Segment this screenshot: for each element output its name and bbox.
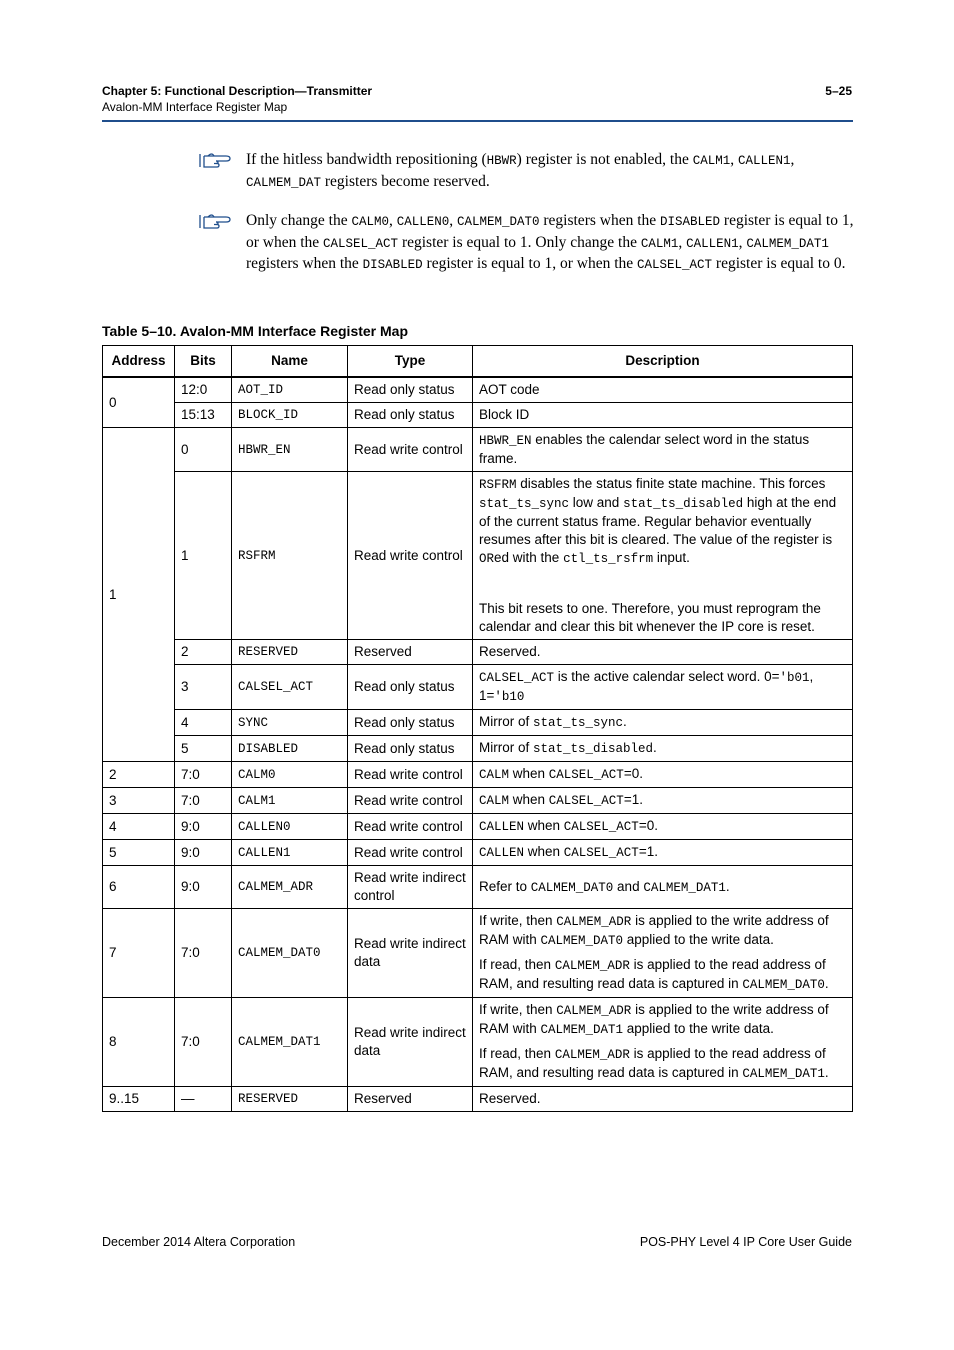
text-run: . <box>725 878 730 894</box>
code-term: CALSEL_ACT <box>563 846 639 860</box>
code-term: 'b01 <box>779 671 810 685</box>
text-run: disables the status finite state machine. This forces <box>516 476 826 491</box>
text-run: =1. <box>638 844 658 859</box>
text-run: , 1= <box>479 669 814 703</box>
code-term: CALLEN1 <box>737 154 791 168</box>
pointing-hand-icon <box>198 211 232 231</box>
description-paragraph <box>479 765 846 784</box>
description-paragraph <box>479 1045 846 1083</box>
section-title: Avalon-MM Interface Register Map <box>102 100 288 114</box>
code-term: CALSEL_ACT <box>563 820 639 834</box>
text-run: register is equal to 1, or when the <box>422 255 638 272</box>
code-term: CALMEM_DAT <box>246 175 322 190</box>
table-row <box>103 840 853 866</box>
code-term: CALMEM_ADR <box>556 915 632 929</box>
code-term: CALM1 <box>640 236 679 251</box>
cell-bits: 4 <box>175 710 232 736</box>
column-header-description: Description <box>473 346 853 378</box>
cell-type: Read only status <box>348 377 473 403</box>
description-paragraph <box>479 475 846 568</box>
cell-type: Read write indirect data <box>348 998 473 1087</box>
code-term: ctl_ts_rsfrm <box>563 552 654 566</box>
column-header-type: Type <box>348 346 473 378</box>
table-row <box>103 403 853 428</box>
text-run: ed with the <box>494 550 564 565</box>
table-header-row <box>103 346 853 378</box>
cell-description <box>473 762 853 788</box>
cell-description <box>473 472 853 640</box>
cell-name: CALM0 <box>232 762 348 788</box>
code-term: stat_ts_sync <box>533 716 624 730</box>
cell-bits: 3 <box>175 665 232 710</box>
cell-name: CALLEN1 <box>232 840 348 866</box>
text-run: when <box>524 844 564 859</box>
note-text <box>246 150 858 193</box>
cell-description <box>473 998 853 1087</box>
cell-address: 9..15 <box>103 1087 175 1112</box>
description-paragraph <box>479 406 846 424</box>
cell-name: AOT_ID <box>232 377 348 403</box>
cell-bits: 7:0 <box>175 998 232 1087</box>
chapter-title: Chapter 5: Functional Description—Transmitter <box>102 84 373 98</box>
cell-description <box>473 428 853 472</box>
text-run: low and <box>569 495 624 510</box>
table-row <box>103 736 853 762</box>
cell-address: 4 <box>103 814 175 840</box>
code-term: 'b10 <box>494 690 525 704</box>
cell-description <box>473 403 853 428</box>
text-run: is applied to the read address of RAM, and resulting read data is captured in <box>479 1046 826 1080</box>
text-run: . <box>824 976 829 991</box>
cell-bits: 2 <box>175 640 232 665</box>
column-header-address: Address <box>103 346 175 378</box>
cell-description <box>473 710 853 736</box>
text-run: and <box>613 878 644 894</box>
text-run: Only change the <box>246 212 352 229</box>
cell-name: SYNC <box>232 710 348 736</box>
text-run: =0. <box>638 818 658 833</box>
cell-name: CALLEN0 <box>232 814 348 840</box>
cell-address: 0 <box>103 377 175 428</box>
table-row <box>103 377 853 403</box>
text-run: . <box>623 714 627 729</box>
code-term: CALMEM_DAT1 <box>742 1067 825 1081</box>
cell-name: DISABLED <box>232 736 348 762</box>
code-term: CALSEL_ACT <box>548 768 624 782</box>
cell-bits: 9:0 <box>175 840 232 866</box>
register-map-table <box>102 345 853 1112</box>
code-term: CALSEL_ACT <box>637 258 713 272</box>
table-body <box>103 377 853 1112</box>
code-term: RSFRM <box>479 478 517 492</box>
cell-description <box>473 377 853 403</box>
code-term: CALLEN1 <box>686 236 739 251</box>
table-row <box>103 998 853 1087</box>
cell-bits: 5 <box>175 736 232 762</box>
cell-bits: — <box>175 1087 232 1112</box>
text-run: Reserved. <box>479 644 541 659</box>
text-run: registers when the <box>246 255 363 272</box>
cell-name: CALMEM_DAT1 <box>232 998 348 1087</box>
cell-description <box>473 665 853 710</box>
text-run: is the active calendar select word. 0= <box>554 669 780 684</box>
description-paragraph <box>479 956 846 994</box>
code-term: CALSEL_ACT <box>323 236 399 251</box>
table-row <box>103 710 853 736</box>
table-row <box>103 866 853 909</box>
code-term: DISABLED <box>362 258 423 272</box>
text-run: high at the end of the current status frame. Regular behavior eventually resumes after this bit is cleared. The value of the register is <box>479 495 837 547</box>
code-term: CALMEM_DAT0 <box>540 934 624 948</box>
cell-description <box>473 736 853 762</box>
code-term: CALMEM_DAT0 <box>742 978 825 992</box>
cell-type: Read write control <box>348 814 473 840</box>
description-paragraph <box>479 843 846 862</box>
text-run: when <box>509 766 549 781</box>
text-run: =0. <box>623 766 643 781</box>
code-term: CALMEM_ADR <box>554 959 630 973</box>
code-term: HBWR_EN <box>479 434 532 448</box>
cell-type: Read only status <box>348 665 473 710</box>
text-run: applied to the write data. <box>623 1021 774 1036</box>
text-run: is applied to the read address of RAM, and resulting read data is captured in <box>479 957 826 991</box>
cell-address: 7 <box>103 909 175 998</box>
header-rule <box>102 120 853 122</box>
cell-name: HBWR_EN <box>232 428 348 472</box>
description-paragraph <box>479 1090 846 1108</box>
description-paragraph <box>479 912 846 950</box>
text-run: , <box>790 151 795 168</box>
description-paragraph <box>479 713 846 732</box>
cell-type: Read write control <box>348 788 473 814</box>
cell-bits: 15:13 <box>175 403 232 428</box>
text-run: =1. <box>623 792 643 807</box>
table-row <box>103 1087 853 1112</box>
code-term: CALM <box>479 794 510 808</box>
cell-name: CALMEM_ADR <box>232 866 348 909</box>
cell-type: Read write indirect control <box>348 866 473 909</box>
page-number: 5–25 <box>825 84 852 98</box>
table-row <box>103 909 853 998</box>
text-run: If the hitless bandwidth repositioning ( <box>246 151 487 168</box>
text-run: is applied to the write address of RAM with <box>479 1002 829 1036</box>
cell-name: RESERVED <box>232 1087 348 1112</box>
code-term: CALM <box>479 768 510 782</box>
description-paragraph <box>479 817 846 836</box>
cell-type: Reserved <box>348 640 473 665</box>
cell-name: BLOCK_ID <box>232 403 348 428</box>
text-run: If write, then <box>479 1002 557 1017</box>
text-run: AOT code <box>479 382 540 397</box>
cell-type: Read write control <box>348 472 473 640</box>
code-term: CALSEL_ACT <box>479 671 555 685</box>
cell-description <box>473 909 853 998</box>
cell-name: RESERVED <box>232 640 348 665</box>
description-paragraph <box>479 643 846 661</box>
code-term: CALMEM_DAT0 <box>530 880 614 895</box>
code-term: stat_ts_disabled <box>533 742 654 756</box>
cell-name: CALMEM_DAT0 <box>232 909 348 998</box>
table-row <box>103 762 853 788</box>
cell-address: 2 <box>103 762 175 788</box>
cell-type: Read write indirect data <box>348 909 473 998</box>
description-paragraph <box>479 1001 846 1039</box>
footer-document-title: POS-PHY Level 4 IP Core User Guide <box>639 1235 852 1249</box>
code-term: CALMEM_DAT1 <box>643 880 726 895</box>
description-paragraph <box>479 381 846 399</box>
cell-type: Read only status <box>348 710 473 736</box>
cell-bits: 12:0 <box>175 377 232 403</box>
cell-bits: 0 <box>175 428 232 472</box>
text-run: Mirror of <box>479 740 533 755</box>
table-row <box>103 788 853 814</box>
text-run: register is equal to 1. Only change the <box>398 233 641 251</box>
cell-description <box>473 640 853 665</box>
note-change-registers <box>198 211 858 276</box>
code-term: CALMEM_ADR <box>554 1048 630 1062</box>
cell-bits: 7:0 <box>175 788 232 814</box>
footer-date-company: December 2014 Altera Corporation <box>102 1235 296 1249</box>
cell-type: Read write control <box>348 428 473 472</box>
column-header-bits: Bits <box>175 346 232 378</box>
text-run: is applied to the write address of RAM with <box>479 913 829 947</box>
code-term: CALMEM_DAT1 <box>540 1023 624 1037</box>
text-run: If read, then <box>479 1046 555 1061</box>
code-term: HBWR <box>486 154 517 168</box>
table-caption: Table 5–10. Avalon-MM Interface Register Map <box>102 323 409 339</box>
code-term: CALMEM_DAT0 <box>456 215 540 229</box>
text-run: register is equal to 0. <box>712 255 846 272</box>
table-row <box>103 814 853 840</box>
code-term: CALM1 <box>692 154 731 168</box>
cell-bits: 7:0 <box>175 909 232 998</box>
text-run: , <box>738 233 747 251</box>
text-run: Block ID <box>479 407 530 422</box>
table-row <box>103 665 853 710</box>
code-term: CALMEM_ADR <box>556 1004 632 1018</box>
code-term: CALLEN <box>479 820 525 834</box>
text-run: , <box>449 212 457 229</box>
description-paragraph <box>479 431 846 468</box>
code-term: stat_ts_sync <box>479 497 570 511</box>
description-paragraph <box>479 791 846 810</box>
text-run: , <box>730 151 738 168</box>
description-paragraph <box>479 739 846 758</box>
description-paragraph <box>479 668 846 706</box>
text-run: registers when the <box>539 212 661 229</box>
note-hitless-bandwidth <box>198 150 858 193</box>
text-run: registers become reserved. <box>321 172 490 190</box>
cell-name: CALM1 <box>232 788 348 814</box>
cell-bits: 1 <box>175 472 232 640</box>
text-run: Reserved. <box>479 1091 541 1106</box>
text-run: input. <box>653 550 690 565</box>
text-run: Refer to <box>479 878 531 894</box>
code-term: OR <box>479 552 495 566</box>
cell-name: RSFRM <box>232 472 348 640</box>
code-term: CALMEM_DAT1 <box>746 236 829 251</box>
cell-description <box>473 1087 853 1112</box>
cell-type: Read only status <box>348 736 473 762</box>
text-run: register is equal to 1, or when the <box>246 212 854 251</box>
pointing-hand-icon <box>198 150 232 170</box>
text-run: when <box>524 818 564 833</box>
text-run: , <box>678 233 687 251</box>
text-run: enables the calendar select word in the status frame. <box>479 432 810 466</box>
code-term: CALLEN0 <box>396 215 450 229</box>
code-term: DISABLED <box>660 215 721 229</box>
cell-address: 6 <box>103 866 175 909</box>
text-run: applied to the write data. <box>623 932 774 947</box>
cell-type: Reserved <box>348 1087 473 1112</box>
cell-type: Read only status <box>348 403 473 428</box>
code-term: CALLEN <box>479 846 525 860</box>
description-paragraph <box>479 878 846 897</box>
cell-address: 1 <box>103 428 175 762</box>
table-row <box>103 428 853 472</box>
code-term: CALM0 <box>351 215 389 229</box>
cell-bits: 9:0 <box>175 866 232 909</box>
code-term: CALSEL_ACT <box>548 794 624 808</box>
cell-name: CALSEL_ACT <box>232 665 348 710</box>
text-run: Mirror of <box>479 714 533 729</box>
text-run: , <box>388 212 397 229</box>
table-row <box>103 640 853 665</box>
cell-description <box>473 840 853 866</box>
text-run: when <box>509 792 549 807</box>
cell-address: 3 <box>103 788 175 814</box>
cell-address: 5 <box>103 840 175 866</box>
table-row <box>103 472 853 640</box>
cell-type: Read write control <box>348 840 473 866</box>
cell-address: 8 <box>103 998 175 1087</box>
text-run: ) register is not enabled, the <box>516 151 693 168</box>
text-run: . <box>653 740 657 755</box>
code-term: stat_ts_disabled <box>623 497 744 511</box>
cell-type: Read write control <box>348 762 473 788</box>
note-text <box>246 211 858 276</box>
cell-description <box>473 788 853 814</box>
cell-description <box>473 814 853 840</box>
cell-bits: 9:0 <box>175 814 232 840</box>
text-run: This bit resets to one. Therefore, you must reprogram the calendar and clear this bit whenever the IP core is reset. <box>479 601 821 634</box>
text-run: If write, then <box>479 913 557 928</box>
cell-bits: 7:0 <box>175 762 232 788</box>
column-header-name: Name <box>232 346 348 378</box>
description-paragraph <box>479 600 846 636</box>
cell-description <box>473 866 853 909</box>
text-run: If read, then <box>479 957 555 972</box>
text-run: . <box>824 1065 829 1080</box>
